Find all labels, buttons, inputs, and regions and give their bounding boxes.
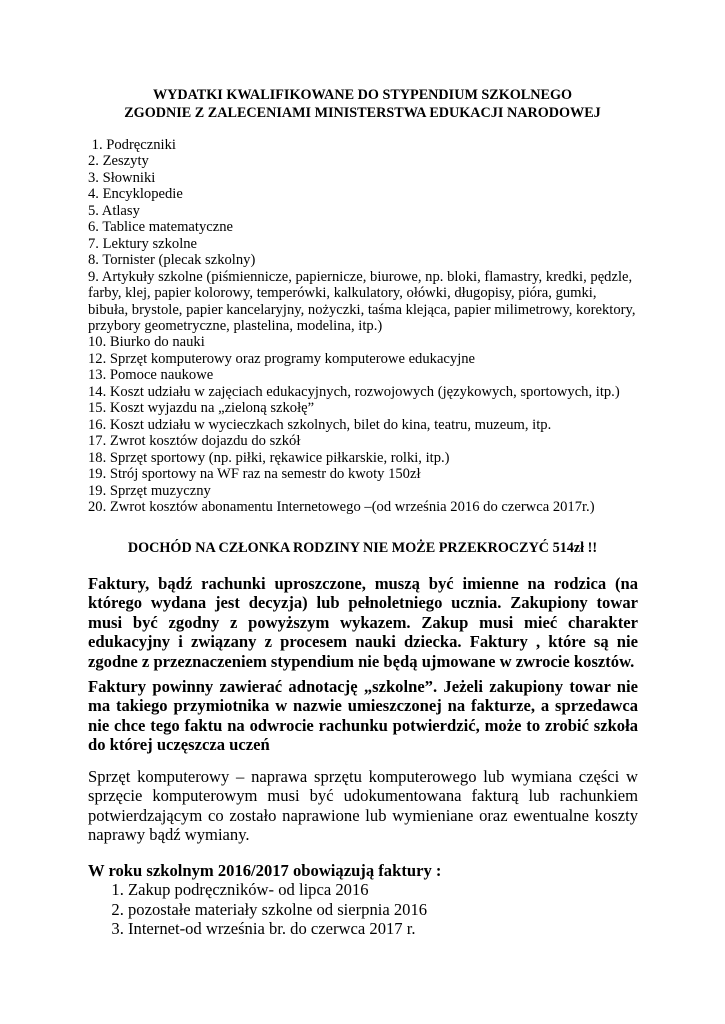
list-item: 12. Sprzęt komputerowy oraz programy komputerowe edukacyjne: [88, 350, 476, 367]
invoice-item: 1. Zakup podręczników- od lipca 2016: [128, 880, 638, 899]
invoices-section: [88, 861, 638, 939]
list-item: 19. Sprzęt muzyczny: [88, 482, 211, 499]
list-item: 4. Encyklopedie: [88, 186, 183, 203]
income-limit-heading: DOCHÓD NA CZŁONKA RODZINY NIE MOŻE PRZEKROCZYĆ 514zł !!: [127, 540, 598, 556]
list-item: 2. Zeszyty: [88, 153, 149, 170]
list-item: 5. Atlasy: [88, 202, 140, 219]
list-item: 9. Artykuły szkolne (piśmiennicze, papiernicze, biurowe, np. bloki, flamastry, kredki, pędzle, farby, klej, papier kolorowy, temperówki, kalkulatory, ołówki, długopisy, pióra, gumki, bibuła, brystole, papier kancelaryjny, nożyczki, taśma klejąca, papier milimetrowy, korektory, przybory geometryczne, plastelina, modelina, itp.): [88, 268, 636, 334]
list-item: 10. Biurko do nauki: [88, 334, 205, 351]
list-item: 14. Koszt udziału w zajęciach edukacyjnych, rozwojowych (językowych, sportowych, itp.): [88, 383, 620, 400]
list-item: 7. Lektury szkolne: [88, 235, 198, 252]
invoices-list: [88, 880, 638, 938]
list-item: 8. Tornister (plecak szkolny): [88, 252, 256, 269]
invoice-item: 3. Internet-od września br. do czerwca 2017 r.: [128, 919, 638, 938]
title-line: ZGODNIE Z ZALECENIAMI MINISTERSTWA EDUKACJI NARODOWEJ: [124, 105, 601, 121]
title-line: WYDATKI KWALIFIKOWANE DO STYPENDIUM SZKOLNEGO: [152, 87, 573, 103]
list-item: 18. Sprzęt sportowy (np. piłki, rękawice piłkarskie, rolki, itp.): [88, 449, 450, 466]
list-item: 6. Tablice matematyczne: [88, 219, 233, 236]
list-item: 15. Koszt wyjazdu na „zieloną szkołę”: [88, 400, 315, 417]
expense-list: [88, 137, 648, 515]
list-item: 3. Słowniki: [88, 169, 156, 186]
invoices-heading: W roku szkolnym 2016/2017 obowiązują faktury :: [88, 861, 442, 880]
computer-equipment-paragraph: Sprzęt komputerowy – naprawa sprzętu komputerowego lub wymiana części w sprzęcie komputerowym musi być udokumentowana fakturą lub rachunkiem potwierdzającym co zostało naprawione lub wymieniane oraz ewentualne koszty naprawy bądź wymiany.: [88, 767, 638, 845]
list-item: 1. Podręczniki: [88, 137, 176, 153]
list-item: 13. Pomoce naukowe: [88, 367, 214, 384]
list-item: 19. Strój sportowy na WF raz na semestr do kwoty 150zł: [88, 466, 421, 483]
invoice-requirements-paragraph: Faktury, bądź rachunki uproszczone, muszą być imienne na rodzica (na którego wydana jest decyzja) lub pełnoletniego ucznia. Zakupiony towar musi być zgodny z powyższym wykazem. Zakup musi mieć charakter edukacyjny i związany z procesem nauki dziecka. Faktury , które są nie zgodne z przeznaczeniem stypendium nie będą ujmowane w zwrocie kosztów.: [88, 574, 638, 671]
list-item: 16. Koszt udziału w wycieczkach szkolnych, bilet do kina, teatru, muzeum, itp.: [88, 416, 552, 433]
list-item: 20. Zwrot kosztów abonamentu Internetowego –(od września 2016 do czerwca 2017r.): [88, 498, 595, 515]
invoice-item: 2. pozostałe materiały szkolne od sierpnia 2016: [128, 900, 638, 919]
list-item: 17. Zwrot kosztów dojazdu do szkół: [88, 433, 301, 450]
document-title: [0, 86, 725, 122]
annotation-paragraph: Faktury powinny zawierać adnotację „szkolne”. Jeżeli zakupiony towar nie ma takiego przymiotnika w nazwie umieszczonej na fakturze, a sprzedawca nie chce tego faktu na odwrocie rachunku potwierdzić, może to zrobić szkoła do której uczęszcza uczeń: [88, 677, 638, 755]
